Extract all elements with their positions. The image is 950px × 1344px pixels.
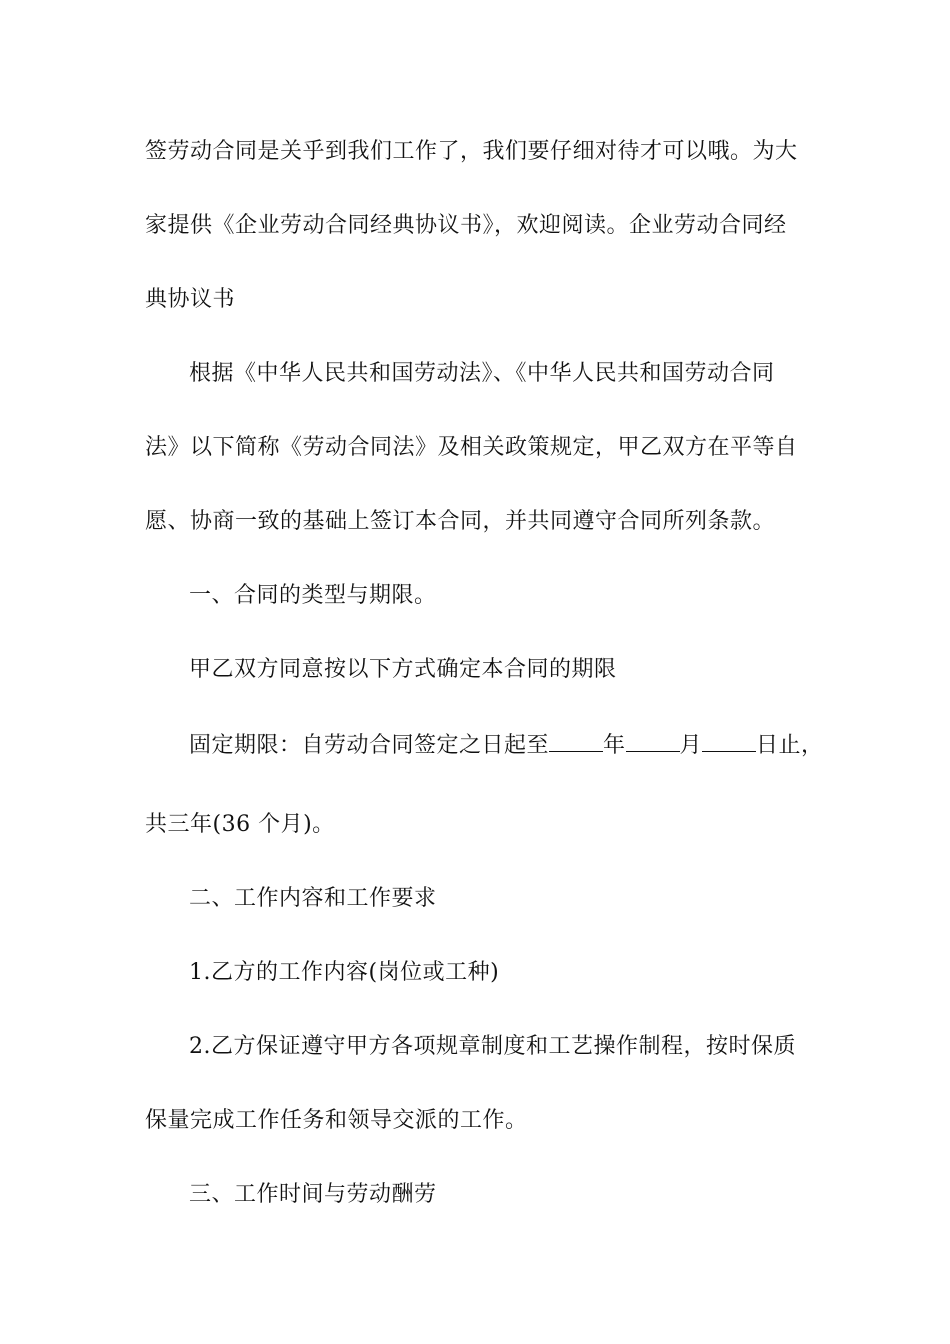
paragraph-line: 法》以下简称《劳动合同法》及相关政策规定，甲乙双方在平等自 (145, 435, 798, 460)
fixed-term-prefix: 固定期限：自劳动合同签定之日起至 (189, 733, 550, 758)
paragraph-line: 愿、协商一致的基础上签订本合同，并共同遵守合同所列条款。 (145, 509, 776, 534)
section-heading: 三、工作时间与劳动酬劳 (189, 1182, 437, 1207)
month-label: 月 (679, 733, 703, 758)
paragraph-line: 甲乙双方同意按以下方式确定本合同的期限 (189, 657, 617, 682)
list-item: 1.乙方的工作内容(岗位或工种) (189, 960, 500, 985)
fixed-term-line (189, 729, 824, 761)
section-heading: 一、合同的类型与期限。 (189, 583, 437, 608)
list-item: 2.乙方保证遵守甲方各项规章制度和工艺操作制程，按时保质 (189, 1034, 796, 1059)
paragraph-line: 保量完成工作任务和领导交派的工作。 (145, 1108, 528, 1133)
year-blank (549, 729, 603, 752)
paragraph-line: 家提供《企业劳动合同经典协议书》，欢迎阅读。企业劳动合同经 (145, 213, 787, 238)
paragraph-line: 共三年(36 个月)。 (145, 812, 335, 837)
paragraph-line: 根据《中华人民共和国劳动法》、《中华人民共和国劳动合同 (189, 361, 775, 386)
day-blank (702, 729, 756, 752)
paragraph-line: 签劳动合同是关乎到我们工作了，我们要仔细对待才可以哦。为大 (145, 139, 798, 164)
year-label: 年 (603, 733, 626, 758)
fixed-term-suffix: 日止， (756, 733, 824, 758)
paragraph-line: 典协议书 (145, 287, 236, 312)
section-heading: 二、工作内容和工作要求 (189, 886, 437, 911)
month-blank (626, 729, 680, 752)
